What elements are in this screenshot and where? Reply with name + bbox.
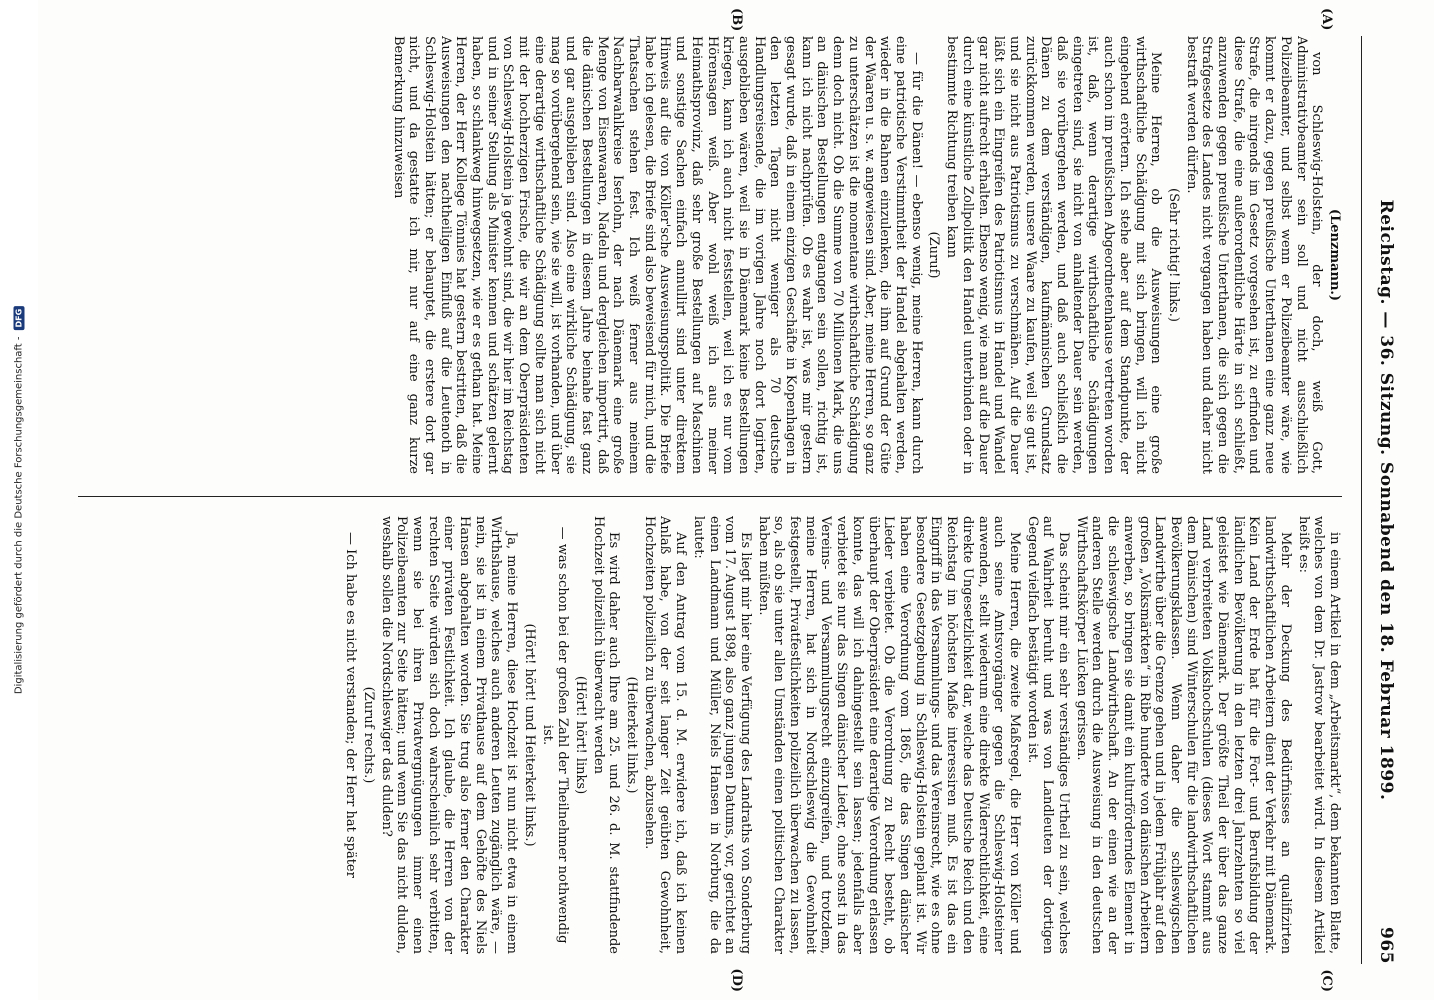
- paragraph: Meine Herren, die zweite Maßregel, die Herr von Köller und auch seine Amtsvorgänger gegen die Schleswig-Holsteiner anwenden, stellt wiederum eine direkte Widerrechtlichkeit, eine direkte Ungesetzlichkeit dar, welche das Deutsche Reich und den Reichstag im höchsten Maße interessiren muß. Es ist das ein Eingriff in das Versammlungs- und das Vereinsrecht, wie es ohne besondere Gesetzgebung in Schleswig-Holstein geplant ist. Wir haben eine Verordnung vom 1865, die das Singen dänischer Lieder verbietet. Ob die Verordnung zu Recht besteht, ob überhaupt der Oberpräsident eine derartige Verordnung erlassen konnte, das will ich dahingestellt sein lassen; jedenfalls aber verbietet sie nur das Singen dänischer Lieder, ohne sonst in das Vereins- und Versammlungsrecht einzugreifen, und trotzdem, meine Herren, hat sich in Nordschleswig die Gewohnheit festgestellt, Privatfestlichkeiten polizeilich überwachen zu lassen, so, als ob sie unter allen Umständen einen politischen Charakter haben müßten.: [755, 516, 1022, 954]
- paragraph: — für die Dänen! — ebenso wenig, meine Herren, kann durch eine patriotische Verstimmtheit der Handel abgehalten werden, wieder in die Bahnen einzulenken, die ihm auf Grund der Güte der Waaren u. s. w. angewiesen sind. Aber, meine Herren, so ganz zu unterschätzen ist die momentane wirthschaftliche Schädigung denn doch nicht. Ob die Summe von 70 Millionen Mark, die uns an dänischen Bestellungen entgangen sein sollen, richtig ist, kann ich nicht nachprüfen. Ob es wahr ist, was mir gestern gesagt wurde, daß in einem einzigen Geschäfte in Kopenhagen in den letzten Tagen nicht weniger als 70 deutsche Handlungsreisende, die im vorigen Jahre noch dort logirten, ausgeblieben wären, weil sie in Dänemark keine Bestellungen kriegen, kann ich auch nicht feststellen, weil ich es nur vom Hörensagen weiß. Aber wohl weiß ich aus meiner Heimathsprovinz, daß sehr große Bestellungen auf Maschinen und sonstige Sachen einfach annullirt sind unter direktem Hinweis auf die von Köller'sche Ausweisungspolitik. Die Briefe habe ich gelesen, die Briefe sind also beweisend für mich, und die Thatsachen stehen fest. Ich weiß ferner aus meinem Nachbarwahlkreise Iserlohn, der nach Dänemark eine große Menge von Eisenwaaren, Nadeln und dergleichen importirt, daß die dänischen Bestellungen in diesem Jahre beinahe fast ganz und gar ausgeblieben sind. Also eine wirkliche Schädigung, sie mag so vorübergehend sein, wie sie will, ist vorhanden, und über eine derartige wirthschaftliche Schädigung sollte man sich nicht mit der hochherzigen Frische, die wir an dem Oberpräsidenten von Schleswig-Holstein ja gewohnt sind, die wir hier im Reichstag und in seiner Stellung als Minister kennen und schätzen gelernt haben, so schlankweg hinwegsetzen, wie er es gethan hat. Meine Herren, der Herr Kollege Tönnies hat gestern bestritten, daß die Ausweisungen den nachtheiligen Einfluß auf die Leutenoth in Schleswig-Holstein hätten; er behauptet, die erstere dort gar nicht, und da gestatte ich mir, nur auf eine ganz kurze Bemerkung hinzuweisen: [390, 36, 924, 474]
- interjection: (Hört! hört! links): [572, 675, 588, 795]
- document-page: [38, 0, 1434, 1000]
- page-title: Reichstag. — 36. Sitzung. Sonnabend den 18. Februar 1899.: [1376, 199, 1396, 801]
- column-divider: [78, 496, 1342, 497]
- dfg-logo: DFG: [14, 306, 25, 331]
- interjection: (Hört! hört! und Heiterkeit links.): [521, 623, 537, 847]
- paragraph: — was schon bei der großen Zahl der Theilnehmer nothwendig ist.: [539, 526, 571, 944]
- paragraph: in einem Artikel in dem „Arbeitsmarkt“, dem bekannten Blatte, welches von dem Dr. Jastrow bearbeitet wird. In diesem Artikel heißt es:: [1295, 516, 1342, 954]
- interjection: (Zuruf rechts.): [360, 686, 376, 784]
- paragraph: Es liegt mir hier eine Verfügung des Landraths von Sonderburg vom 17. August 1898, also ganz jungen Datums, vor, gerichtet an einen Landmann und Müller, Niels Hansen in Norburg, die da lautet:: [690, 516, 753, 954]
- interjection: (Zuruf): [926, 231, 942, 279]
- margin-marker-d: (D): [729, 968, 744, 992]
- paragraph: Mehr der Deckung des Bedürfnisses an qualifizirten landwirthschaftlichen Arbeitern dient der Verkehr mit Dänemark. Kein Land der Erde hat für die Fort- und Berufsbildung der ländlichen Bevölkerung in den letzten drei Jahrzehnten so viel geleistet wie Dänemark. Der größte Theil der über das ganze Land verbreiteten Volkshochschulen (dieses Wort stammt aus dem Dänischen) sind Winterschulen für die landwirthschaftlichen Bevölkerungsklassen. Wenn daher die schleswigschen Landwirthe über die Grenze gehen und in jedem Frühjahr auf den großen „Volksmärkten“ in Ribe hunderte von dänischen Arbeitern anwerben, so bringen sie damit ein kulturförderndes Element in die schleswigsche Landwirthschaft. An der einen wie an der anderen Stelle werden durch die Ausweisung in den deutschen Wirthschaftskörper Lücken gerissen.: [1073, 516, 1293, 954]
- page-number: 965: [1376, 927, 1396, 964]
- paragraph: von Schleswig-Holstein, der doch, weiß Gott, Administrativbeamter sein soll und nicht ausschließlich Polizeibeamter, und selbst wenn er Polizeibeamter wäre, wie kommt er dazu, gegen preußische Unterthanen eine ganz neue Strafe, die nirgends im Gesetz vorgesehen ist, zu erfinden und diese Strafe, die eine außerordentliche Härte in sich schließt, anzuwenden gegen preußische Unterthanen, die sich gegen die Strafgesetze des Landes nicht vergangen haben und daher nicht bestraft werden dürfen.: [1183, 36, 1325, 474]
- paragraph: — Ich habe es nicht verstanden; der Herr hat später: [343, 532, 359, 878]
- digitization-credit: [14, 306, 25, 694]
- margin-marker-b: (B): [729, 8, 744, 32]
- paragraph: Das scheint mir ein sehr verständiges Urtheil zu sein, welches auf Wahrheit beruht und was von Landleuten der dortigen Gegend vielfach bestätigt worden ist.: [1024, 516, 1072, 954]
- digitization-sidebar: [0, 0, 38, 1000]
- left-column: [78, 36, 1342, 474]
- interjection: (Heiterkeit links.): [624, 676, 640, 794]
- paragraph: Es wird daher auch Ihre am 25. und 26. d. M. stattfindende Hochzeit polizeilich überwacht werden: [590, 516, 622, 954]
- credit-text: Digitalisierung gefördert durch die Deutsche Forschungsgemeinschaft -: [13, 336, 25, 695]
- header-rule: [1361, 36, 1362, 964]
- interjection: (Sehr richtig! links.): [1165, 188, 1181, 322]
- speaker-name: (Lenzmann.): [1327, 208, 1342, 302]
- page-header: [1366, 36, 1406, 964]
- right-column: [78, 516, 1342, 954]
- paragraph: Ja, meine Herren, diese Hochzeit ist nun nicht etwa in einem Wirthshause, welches auch anderen Leuten zugänglich wäre, — nein, sie ist in einem Privathause auf dem Gehöfte des Niels Hansen abgehalten worden. Sie trug also ferner den Charakter einer privaten Festlichkeit. Ich glaube, die Herren von der rechten Seite würden sich doch wahrscheinlich sehr verbitten, wenn sie bei ihren Privatvergnügungen immer einen Polizeibeamten zur Seite hätten; und wenn Sie das nicht dulden, weshalb sollen die Nordschleswiger das dulden?: [378, 516, 520, 954]
- scanned-page: [38, 0, 1434, 1000]
- margin-marker-c: (C): [1319, 969, 1334, 992]
- paragraph: Meine Herren, ob die Ausweisungen eine große wirthschaftliche Schädigung mit sich bringen, will ich nicht eingehend erörtern. Ich stehe aber auf dem Standpunkte, der auch schon im preußischen Abgeordnetenhause vertreten worden ist, daß, wenn derartige wirthschaftliche Schädigungen eingetreten sind, sie nicht von anhaltender Dauer sein werden, daß sie vorübergehen werden, und daß auch schließlich die Dänen zu dem verständigen, kaufmännischen Grundsatz zurückkommen werden, unsere Waare zu kaufen, weil sie gut ist, und sie nicht aus Patriotismus zu verschmähen. Auf die Dauer läßt sich ein Eingreifen des Patriotismus in Handel und Wandel gar nicht aufrecht erhalten. Ebenso wenig, wie man auf die Dauer durch eine künstliche Zollpolitik den Handel unterbinden oder in bestimmte Richtung treiben kann: [944, 36, 1164, 474]
- paragraph: Auf den Antrag vom 15. d. M. erwidere ich, daß ich keinen Anlaß habe, von der seit langer Zeit geübten Gewohnheit, Hochzeiten polizeilich zu überwachen, abzusehen.: [641, 516, 689, 954]
- margin-marker-a: (A): [1319, 8, 1334, 31]
